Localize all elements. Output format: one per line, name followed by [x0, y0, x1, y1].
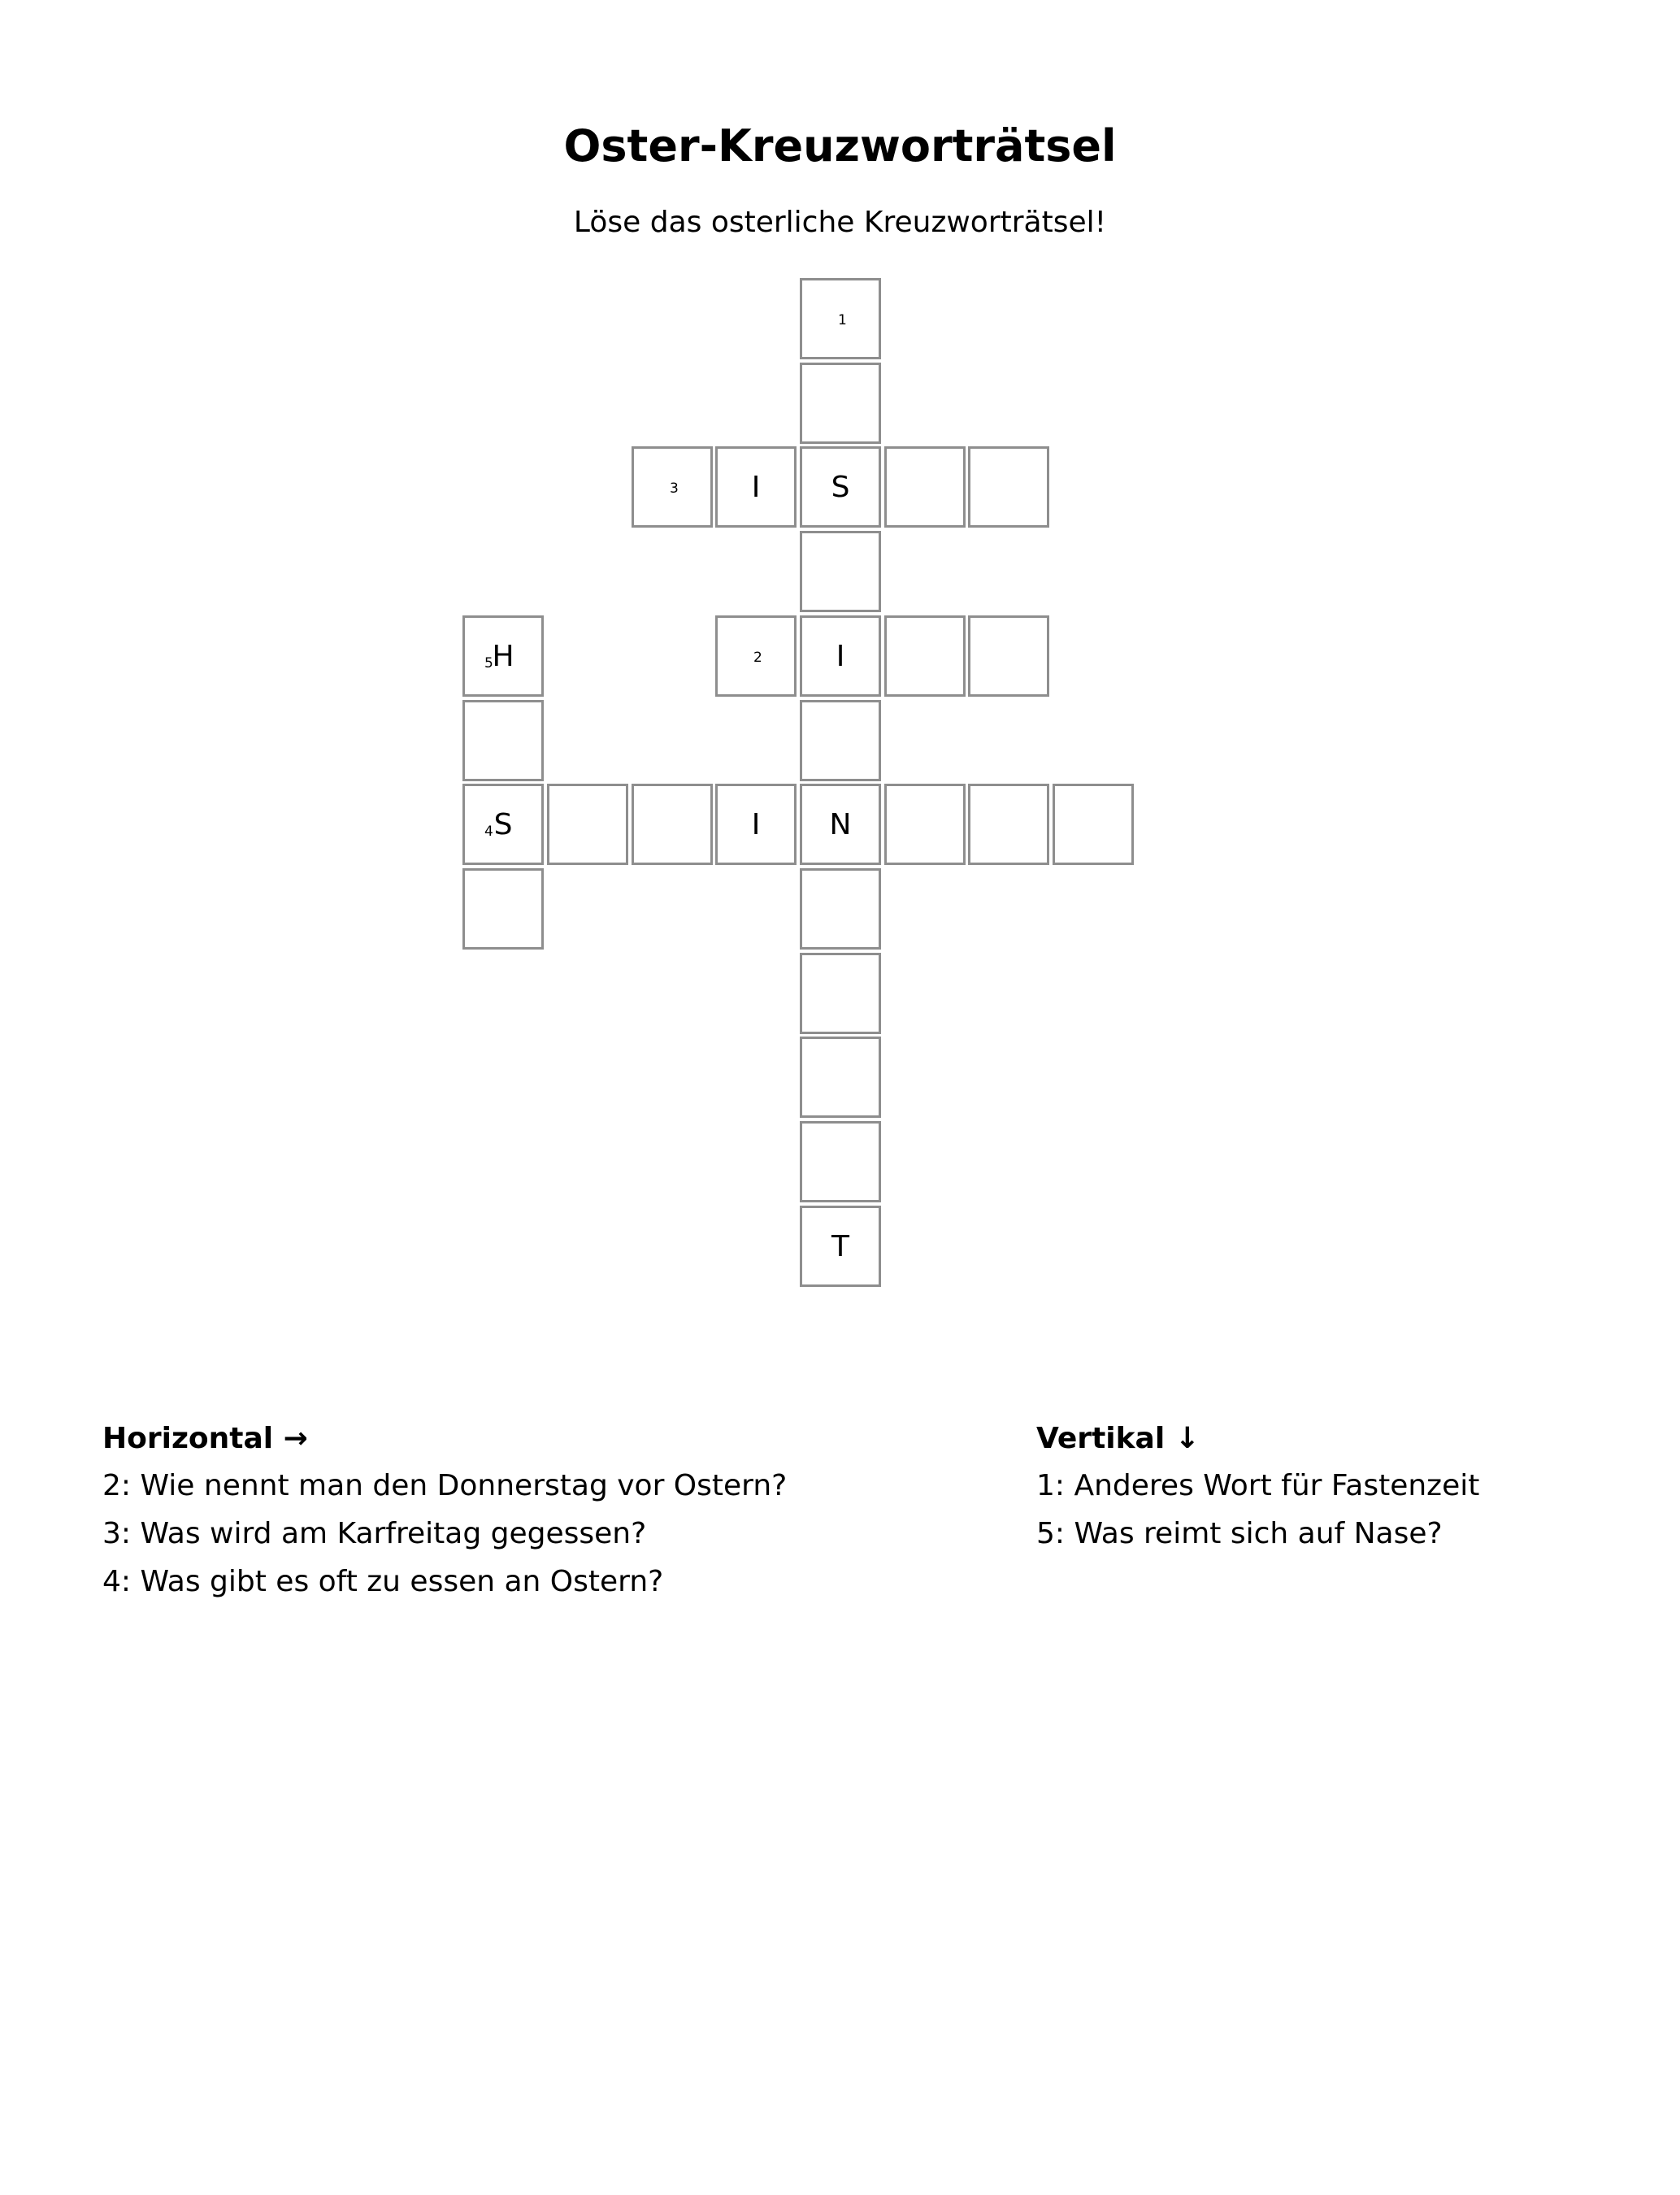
cell-letter [802, 871, 879, 947]
cell-letter [887, 786, 963, 863]
crossword-cell[interactable] [884, 446, 966, 528]
cell-letter: H [492, 639, 514, 673]
clues-horizontal [102, 1421, 915, 1612]
cell-letter: T [831, 1229, 849, 1263]
cell-letter [718, 618, 794, 694]
cell-letter: S [831, 470, 850, 504]
crossword-cell[interactable] [800, 1206, 881, 1287]
cell-letter [802, 1039, 879, 1115]
crossword-cell[interactable] [884, 615, 966, 697]
cell-letter [887, 449, 963, 525]
crossword-cell[interactable] [715, 615, 797, 697]
cell-letter: I [751, 470, 761, 504]
clue-horizontal-4: 4: Was gibt es oft zu essen an Ostern? [102, 1565, 664, 1598]
crossword-cell[interactable] [462, 784, 544, 865]
cell-number: 4 [484, 824, 493, 840]
crossword-cell[interactable] [462, 700, 544, 781]
crossword-cell[interactable] [884, 784, 966, 865]
clues-vertical-heading: Vertikal ↓ [1036, 1422, 1200, 1455]
cell-letter [887, 618, 963, 694]
crossword-cell[interactable] [800, 363, 881, 444]
cell-number: 1 [838, 312, 847, 328]
clues-horizontal-heading: Horizontal → [102, 1422, 308, 1455]
cell-letter [634, 786, 710, 863]
crossword-cell[interactable] [462, 615, 544, 697]
cell-letter [970, 618, 1047, 694]
clue-vertical-5: 5: Was reimt sich auf Nase? [1036, 1517, 1443, 1550]
cell-letter [634, 449, 710, 525]
cell-number: 5 [484, 655, 493, 672]
clue-horizontal-2: 2: Wie nennt man den Donnerstag vor Ostern? [102, 1469, 788, 1502]
crossword-cell[interactable] [800, 1121, 881, 1202]
crossword-cell[interactable] [800, 278, 881, 359]
crossword-cell[interactable] [968, 615, 1049, 697]
cell-letter [465, 702, 541, 779]
cell-letter: I [836, 639, 845, 673]
cell-number: 2 [753, 650, 762, 666]
crossword-cell[interactable] [715, 446, 797, 528]
cell-letter [802, 955, 879, 1032]
cell-letter: S [493, 807, 513, 841]
cell-letter [970, 449, 1047, 525]
crossword-cell[interactable] [1053, 784, 1134, 865]
cell-letter [802, 702, 879, 779]
clue-horizontal-3: 3: Was wird am Karfreitag gegessen? [102, 1517, 647, 1550]
cell-number: 3 [670, 480, 679, 497]
crossword-cell[interactable] [800, 868, 881, 950]
page-subtitle: Löse das osterliche Kreuzworträtsel! [573, 206, 1107, 239]
crossword-cell[interactable] [968, 446, 1049, 528]
clue-vertical-1: 1: Anderes Wort für Fastenzeit [1036, 1469, 1480, 1502]
cell-letter: I [751, 807, 761, 841]
crossword-cell[interactable] [800, 446, 881, 528]
crossword-cell[interactable] [800, 700, 881, 781]
crossword-cell[interactable] [800, 615, 881, 697]
cell-letter [465, 871, 541, 947]
cell-letter [1055, 786, 1131, 863]
crossword-cell[interactable] [800, 784, 881, 865]
crossword-cell[interactable] [800, 1037, 881, 1118]
crossword-cell[interactable] [800, 531, 881, 612]
crossword-cell[interactable] [547, 784, 628, 865]
crossword-cell[interactable] [632, 784, 713, 865]
page-title: Oster-Kreuzworträtsel [563, 120, 1117, 172]
crossword-cell[interactable] [632, 446, 713, 528]
cell-letter [802, 280, 879, 357]
crossword-cell[interactable] [715, 784, 797, 865]
cell-letter: N [829, 807, 852, 841]
clues-vertical [1036, 1421, 1605, 1564]
cell-letter [549, 786, 626, 863]
crossword-cell[interactable] [800, 953, 881, 1034]
cell-letter [802, 365, 879, 441]
crossword-cell[interactable] [968, 784, 1049, 865]
crossword-cell[interactable] [462, 868, 544, 950]
cell-letter [802, 1124, 879, 1200]
cell-letter [970, 786, 1047, 863]
cell-letter [802, 533, 879, 610]
